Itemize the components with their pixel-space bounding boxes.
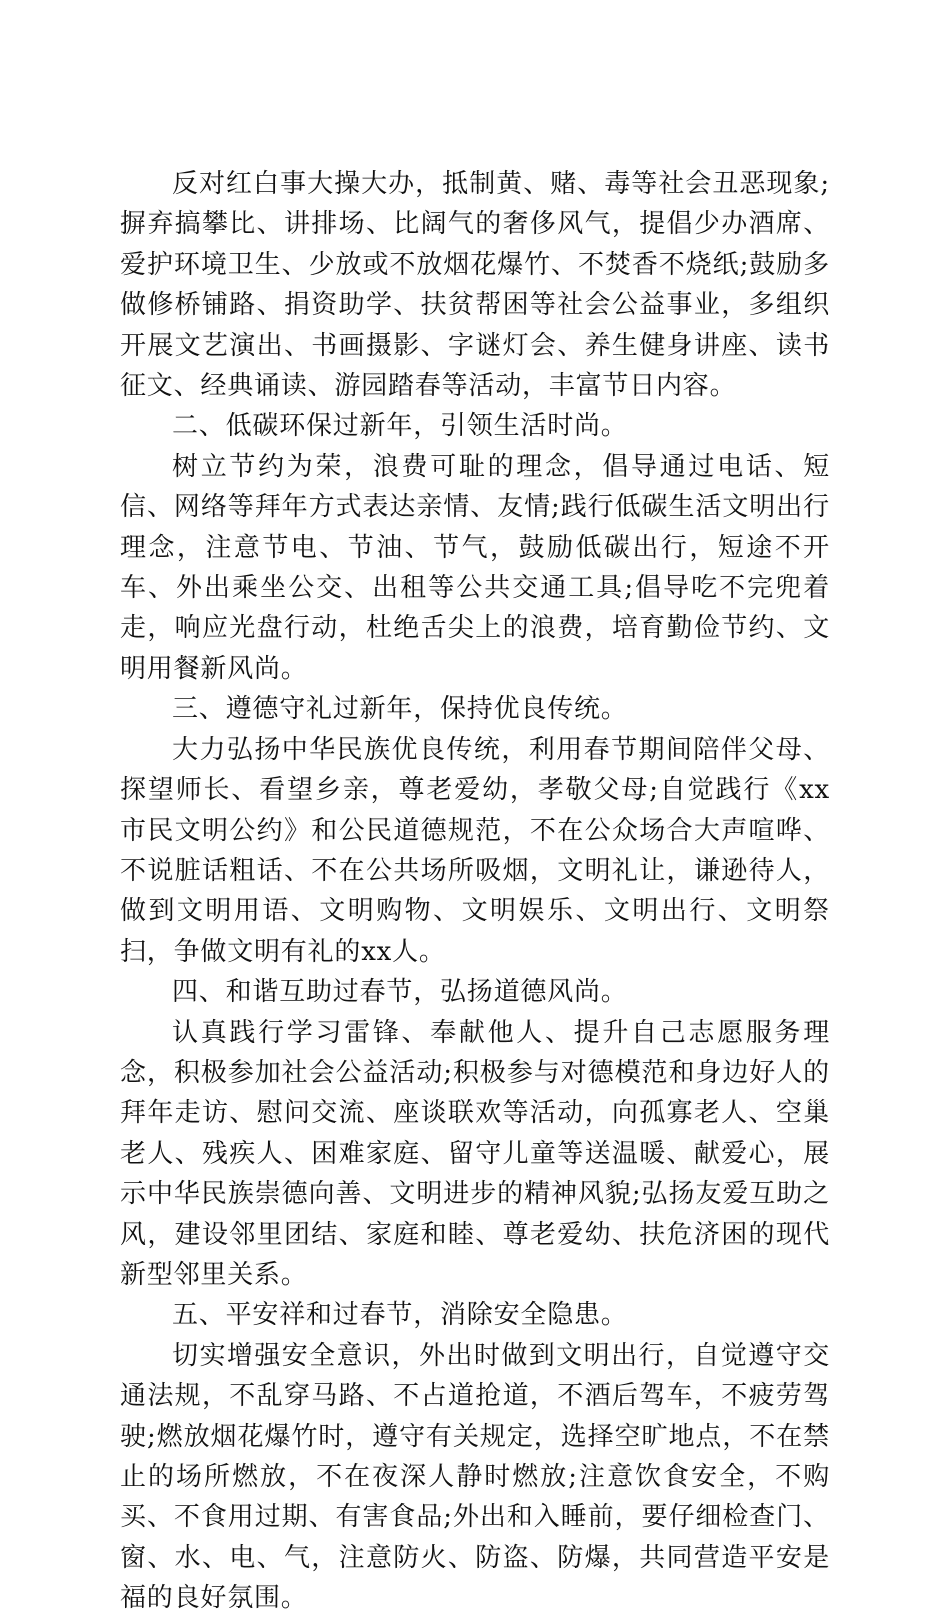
paragraph-body-2: 树立节约为荣，浪费可耻的理念，倡导通过电话、短信、网络等拜年方式表达亲情、友情;践行低碳生活文明出行理念，注意节电、节油、节气，鼓励低碳出行，短途不开车、外出乘坐公交、出租等公共交通工具;倡导吃不完兜着走，响应光盘行动，杜绝舌尖上的浪费，培育勤俭节约、文明用餐新风尚。 [120,451,830,684]
paragraph-body-3: 大力弘扬中华民族优良传统，利用春节期间陪伴父母、探望师长、看望乡亲，尊老爱幼，孝敬父母;自觉践行《xx市民文明公约》和公民道德规范，不在公众场合大声喧哗、不说脏话粗话、不在公共场所吸烟，文明礼让，谦逊待人，做到文明用语、文明购物、文明娱乐、文明出行、文明祭扫，争做文明有礼的xx人。 [120,734,830,967]
section-heading-2: 二、低碳环保过新年，引领生活时尚。 [172,411,628,442]
section-heading-3: 三、遵德守礼过新年，保持优良传统。 [172,694,628,725]
paragraph-body-1: 反对红白事大操大办，抵制黄、赌、毒等社会丑恶现象;摒弃搞攀比、讲排场、比阔气的奢侈风气，提倡少办酒席、爱护环境卫生、少放或不放烟花爆竹、不焚香不烧纸;鼓励多做修桥铺路、捐资助学、扶贫帮困等社会公益事业，多组织开展文艺演出、书画摄影、字谜灯会、养生健身讲座、读书征文、经典诵读、游园踏春等活动，丰富节日内容。 [120,169,830,402]
section-heading-5: 五、平安祥和过春节，消除安全隐患。 [172,1300,628,1331]
section-heading-4: 四、和谐互助过春节，弘扬道德风尚。 [172,977,628,1008]
paragraph-body-4: 认真践行学习雷锋、奉献他人、提升自己志愿服务理念，积极参加社会公益活动;积极参与对德模范和身边好人的拜年走访、慰问交流、座谈联欢等活动，向孤寡老人、空巢老人、残疾人、困难家庭、留守儿童等送温暖、献爱心，展示中华民族崇德向善、文明进步的精神风貌;弘扬友爱互助之风，建设邻里团结、家庭和睦、尊老爱幼、扶危济困的现代新型邻里关系。 [120,1017,830,1290]
paragraph-body-5: 切实增强安全意识，外出时做到文明出行，自觉遵守交通法规，不乱穿马路、不占道抢道，不酒后驾车，不疲劳驾驶;燃放烟花爆竹时，遵守有关规定，选择空旷地点，不在禁止的场所燃放，不在夜深人静时燃放;注意饮食安全，不购买、不食用过期、有害食品;外出和入睡前，要仔细检查门、窗、水、电、气，注意防火、防盗、防爆，共同营造平安是福的良好氛围。 [120,1340,830,1614]
